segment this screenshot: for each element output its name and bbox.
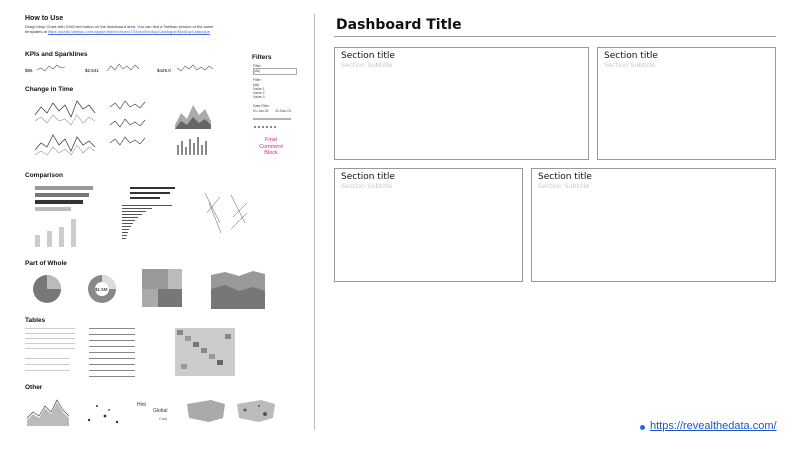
kpi-value-1: $96 bbox=[25, 68, 33, 73]
date-to[interactable]: 31-Dec-01 bbox=[275, 109, 292, 113]
how-to-text: Drag'n'drop Chart with Ctrl/Cmd button on the dashboard area. You can find a Tableau version of the same templates at https://public.tableau.com/app/profile/mohsen4734/viz/MockupCatalogue/MockupCatalogue bbox=[25, 24, 214, 34]
comparison-thumbnail[interactable] bbox=[25, 183, 255, 253]
filters-title: Filters bbox=[252, 54, 272, 61]
donut-center-value: $1.5M bbox=[95, 287, 108, 292]
section-title: Section title bbox=[604, 51, 658, 61]
section-subtitle: Section Subtitle bbox=[538, 182, 590, 190]
tables-thumbnail[interactable] bbox=[25, 324, 275, 386]
section-container-2[interactable] bbox=[597, 47, 776, 160]
section-subtitle: Section Subtitle bbox=[341, 61, 393, 69]
section-title: Section title bbox=[538, 172, 592, 182]
filter-option-1[interactable]: (All) bbox=[253, 83, 260, 87]
title-rule bbox=[334, 36, 776, 37]
svg-text:Colo: Colo bbox=[159, 416, 168, 421]
filter-label: Filter bbox=[253, 64, 261, 68]
section-subtitle: Section Subtitle bbox=[341, 182, 393, 190]
section-container-4[interactable] bbox=[531, 168, 776, 282]
section-title: Section title bbox=[341, 172, 395, 182]
bullet-icon bbox=[640, 425, 645, 430]
section-kpis: KPIs and Sparklines bbox=[25, 51, 88, 58]
kpi-value-3: $429.0 bbox=[157, 68, 171, 73]
mockup-catalogue-panel bbox=[0, 0, 314, 450]
date-filter-label: Date Filter bbox=[253, 104, 270, 108]
filter-option-4[interactable]: Value 3 bbox=[253, 95, 265, 99]
section-subtitle: Section Subtitle bbox=[604, 61, 656, 69]
date-from[interactable]: 01-Jan-01 bbox=[253, 109, 269, 113]
svg-text:Hint: Hint bbox=[137, 402, 146, 408]
filter-dropdown[interactable]: (All) bbox=[253, 68, 297, 75]
kpi-sparklines-thumbnail[interactable] bbox=[25, 60, 225, 80]
date-slider[interactable] bbox=[253, 115, 293, 134]
filter-option-2[interactable]: Value 1 bbox=[253, 87, 265, 91]
section-part-of-whole: Part of Whole bbox=[25, 260, 67, 267]
how-to-title: How to Use bbox=[25, 15, 64, 22]
section-other: Other bbox=[25, 384, 43, 391]
section-title: Section title bbox=[341, 51, 395, 61]
dashboard-title[interactable]: Dashboard Title bbox=[336, 17, 462, 33]
revealthedata-link[interactable]: https://revealthedata.com/ bbox=[650, 420, 777, 432]
section-container-3[interactable] bbox=[334, 168, 523, 282]
line-charts-thumbnail[interactable] bbox=[25, 95, 215, 167]
dashboard-canvas bbox=[316, 0, 800, 450]
section-comparison: Comparison bbox=[25, 172, 63, 179]
tableau-link[interactable]: https://public.tableau.com/app/profile/mohsen4734/viz/MockupCatalogue/MockupCatalogue bbox=[47, 29, 211, 34]
final-comment-block[interactable]: Final Comment Block bbox=[259, 137, 283, 156]
section-container-1[interactable] bbox=[334, 47, 589, 160]
other-charts-thumbnail[interactable] bbox=[25, 392, 310, 436]
filter2-label: Filter bbox=[253, 78, 261, 82]
section-tables: Tables bbox=[25, 317, 46, 324]
filter-option-3[interactable]: Value 2 bbox=[253, 91, 265, 95]
part-of-whole-thumbnail[interactable] bbox=[25, 267, 305, 321]
kpi-value-2: $2,541 bbox=[85, 68, 99, 73]
svg-text:Global: Global bbox=[153, 408, 168, 414]
section-change-in-time: Change in Time bbox=[25, 86, 74, 93]
panel-divider bbox=[314, 14, 315, 430]
